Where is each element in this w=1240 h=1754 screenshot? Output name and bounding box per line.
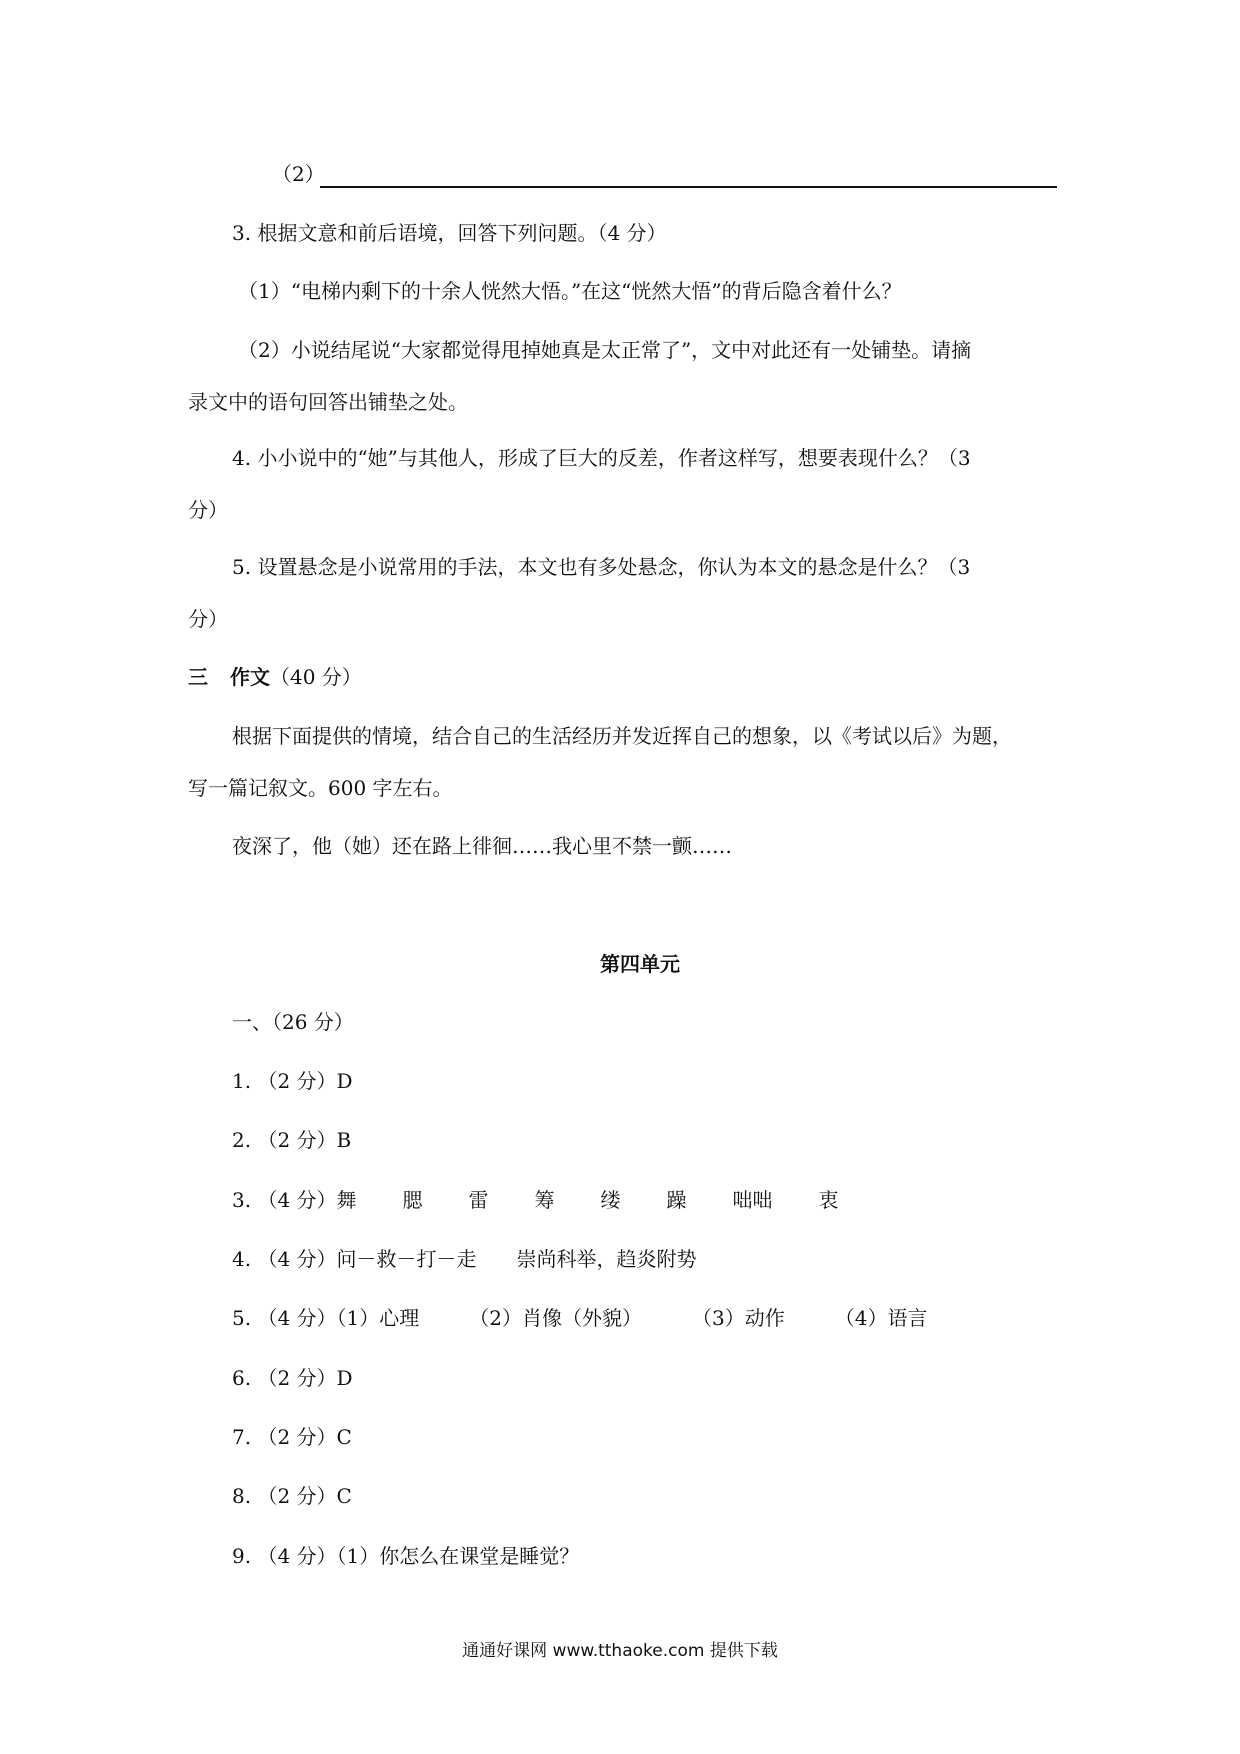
section-3-heading [188, 663, 362, 691]
answer-7: 7. （2 分）C [232, 1425, 352, 1449]
answer-9: 9. （4 分）（1）你怎么在课堂是睡觉？ [232, 1544, 580, 1568]
answer-5-prefix: 5. （4 分） [232, 1306, 337, 1330]
part-1-heading: 一、（26 分） [232, 1010, 354, 1034]
unit-title: 第四单元 [600, 952, 680, 976]
answer-3-item: 躁 [666, 1188, 687, 1212]
essay-prompt-line1: 根据下面提供的情境，结合自己的生活经历并发近挥自己的想象，以《考试以后》为题， [232, 724, 1012, 748]
answer-3-item: 雷 [468, 1188, 489, 1212]
answer-4: 4. （4 分）问－救－打－走 崇尚科举，趋炎附势 [232, 1247, 697, 1271]
answer-6: 6. （2 分）D [232, 1366, 353, 1390]
answer-3-item: 咄咄 [732, 1188, 773, 1212]
answer-5-item: （2）肖像（外貌） [469, 1306, 642, 1330]
question-4-line1: 4. 小小说中的“她”与其他人，形成了巨大的反差，作者这样写，想要表现什么？（3 [232, 446, 971, 470]
question-3-1: （1）“电梯内剩下的十余人恍然大悟。”在这“恍然大悟”的背后隐含着什么？ [238, 279, 902, 303]
answer-3-prefix: 3. （4 分） [232, 1188, 337, 1212]
answer-3-item: 缕 [600, 1188, 621, 1212]
answer-3 [232, 1186, 839, 1214]
answer-line-2: （2） [272, 162, 325, 186]
section-3-title: 作文 [230, 665, 270, 689]
essay-prompt-line2: 写一篇记叙文。600 字左右。 [188, 776, 453, 800]
answer-blank-rule [320, 186, 1057, 188]
question-3-2-line2: 录文中的语句回答出铺垫之处。 [188, 390, 468, 414]
question-4-line2: 分） [188, 498, 228, 522]
answer-3-item: 筹 [534, 1188, 555, 1212]
question-5-line1: 5. 设置悬念是小说常用的手法，本文也有多处悬念，你认为本文的悬念是什么？（3 [232, 555, 971, 579]
answer-2: 2. （2 分）B [232, 1128, 352, 1152]
answer-1: 1. （2 分）D [232, 1069, 353, 1093]
answer-5-item: （3）动作 [692, 1306, 785, 1330]
answer-5-item: （1）心理 [336, 1306, 420, 1330]
question-5-line2: 分） [188, 607, 228, 631]
section-3-score: （40 分） [270, 665, 362, 689]
answer-3-item: 舞 [336, 1188, 357, 1212]
question-3-2-line1: （2）小说结尾说“大家都觉得甩掉她真是太正常了”，文中对此还有一处铺垫。请摘 [238, 338, 972, 362]
answer-3-item: 腮 [402, 1188, 423, 1212]
page-footer: 通通好课网 www.tthaoke.com 提供下载 [462, 1641, 778, 1661]
answer-3-item: 衷 [818, 1188, 839, 1212]
answer-5 [232, 1304, 927, 1332]
answer-8: 8. （2 分）C [232, 1484, 352, 1508]
question-3: 3. 根据文意和前后语境，回答下列问题。（4 分） [232, 221, 667, 245]
section-3-number: 三 [188, 665, 208, 689]
answer-5-item: （4）语言 [834, 1306, 928, 1330]
essay-prompt-line3: 夜深了，他（她）还在路上徘徊……我心里不禁一颤…… [232, 834, 732, 858]
